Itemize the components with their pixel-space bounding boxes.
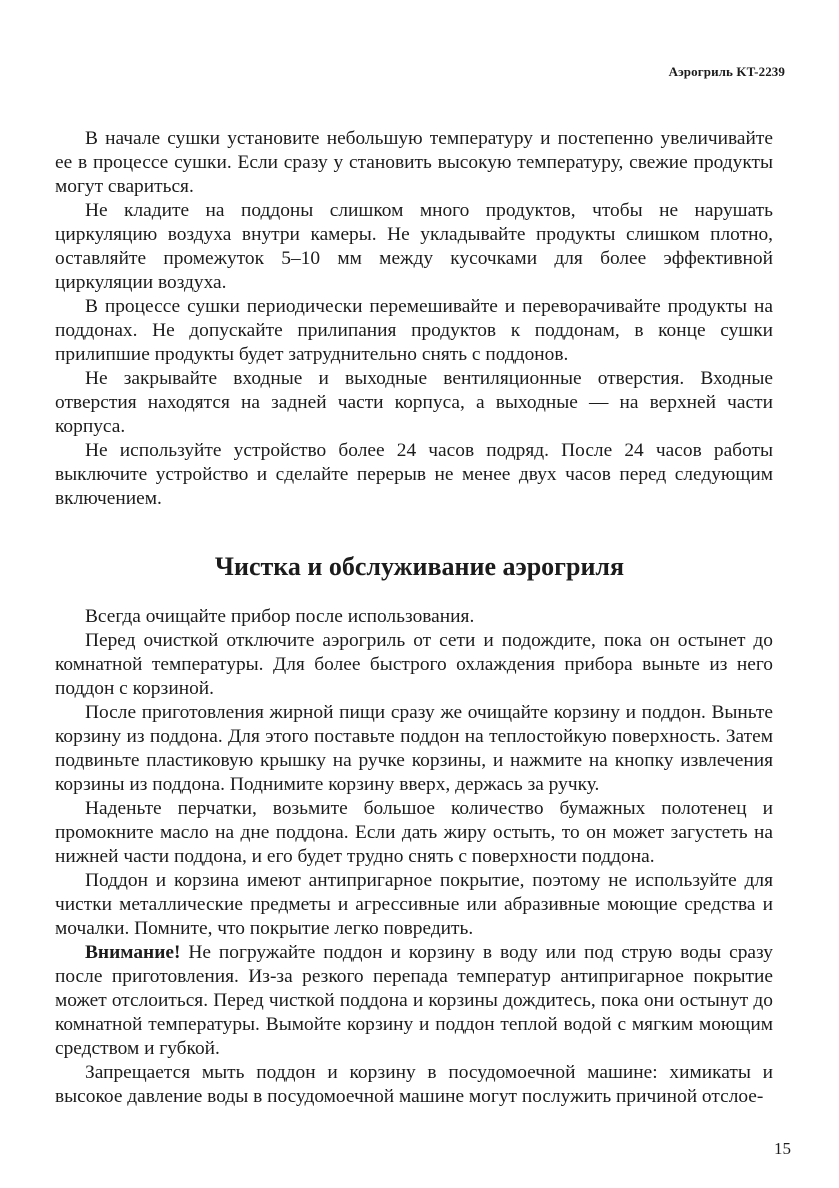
paragraph: Поддон и корзина имеют антипригарное покрытие, поэтому не используйте для чистки металлические предметы и агрессивные или абразивные моющие средства и мочалки. Помните, что покрытие легко повредить. <box>55 870 773 939</box>
warning-text: Не погружайте поддон и корзину в воду или под струю воды сразу после приготовления. Из-за резкого перепада температур антипригарное покрытие может отслоиться. Перед чисткой поддона и корзины дождитесь, пока они остынут до комнатной температуры. Вымойте корзину и поддон теплой водой с мягким моющим средством и губкой. <box>55 942 773 1059</box>
paragraph: В начале сушки установите небольшую температуру и постепенно увеличивайте ее в процессе сушки. Если сразу у становить высокую температуру, свежие продукты могут свариться. <box>55 128 773 197</box>
paragraph: После приготовления жирной пищи сразу же очищайте корзину и поддон. Выньте корзину из поддона. Для этого поставьте поддон на теплостойкую поверхность. Затем подвиньте пластиковую крышку на ручке корзины, и нажмите на кнопку извлечения корзины из поддона. Поднимите корзину вверх, держась за ручку. <box>55 702 773 795</box>
paragraph: В процессе сушки периодически перемешивайте и переворачивайте продукты на поддонах. Не допускайте прилипания продуктов к поддонам, в конце сушки прилипшие продукты будет затруднительно снять с поддонов. <box>55 296 773 365</box>
page-number: 15 <box>774 1139 791 1158</box>
section-heading: Чистка и обслуживание аэрогриля <box>214 552 625 581</box>
paragraph: Запрещается мыть поддон и корзину в посудомоечной машине: химикаты и высокое давление воды в посудомоечной машине могут послужить причиной отслое- <box>55 1062 773 1107</box>
paragraph: Не используйте устройство более 24 часов подряд. После 24 часов работы выключите устройство и сделайте перерыв не менее двух часов перед следующим включением. <box>55 440 773 509</box>
drying-tips-section <box>55 127 773 511</box>
running-header: Аэрогриль KT-2239 <box>668 64 785 79</box>
paragraph: Наденьте перчатки, возьмите большое количество бумажных полотенец и промокните масло на дне поддона. Если дать жиру остыть, то он может загустеть на нижней части поддона, и его будет трудно снять с поверхности поддона. <box>55 798 773 867</box>
warning-label: Внимание! <box>85 942 181 963</box>
warning-paragraph <box>55 941 773 1061</box>
paragraph: Всегда очищайте прибор после использования. <box>85 606 475 627</box>
cleaning-section <box>55 605 773 1109</box>
paragraph: Перед очисткой отключите аэрогриль от сети и подождите, пока он остынет до комнатной температуры. Для более быстрого охлаждения прибора выньте из него поддон с корзиной. <box>55 630 773 699</box>
paragraph: Не кладите на поддоны слишком много продуктов, чтобы не нарушать циркуляцию воздуха внутри камеры. Не укладывайте продукты слишком плотно, оставляйте промежуток 5–10 мм между кусочками для более эффективной циркуляции воздуха. <box>55 200 773 293</box>
paragraph: Не закрывайте входные и выходные вентиляционные отверстия. Входные отверстия находятся на задней части корпуса, а выходные — на верхней части корпуса. <box>55 368 773 437</box>
